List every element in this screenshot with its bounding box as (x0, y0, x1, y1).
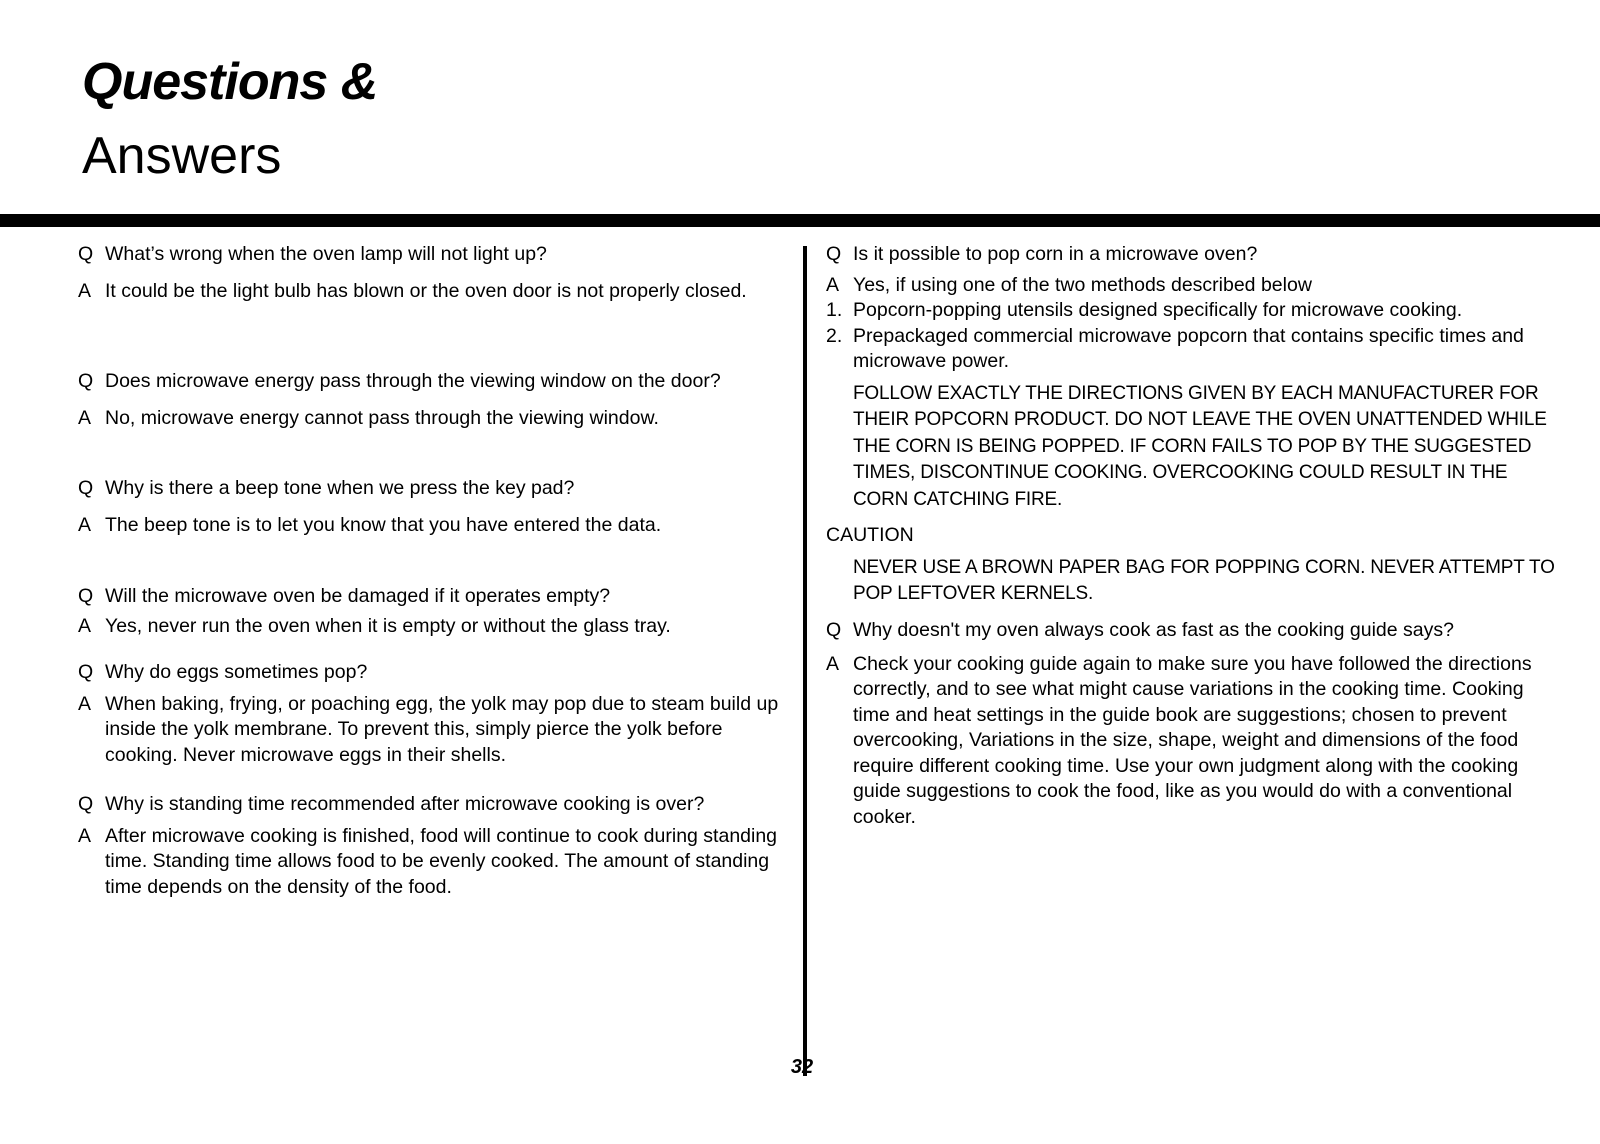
q-marker: Q (78, 477, 94, 499)
q-marker: Q (78, 661, 94, 683)
answer (78, 824, 798, 901)
qa-oven-lamp (78, 242, 798, 304)
question (78, 660, 798, 686)
qa-operates-empty (78, 584, 798, 639)
method-item (826, 298, 1556, 324)
a-marker: A (78, 824, 92, 847)
answer (78, 513, 798, 539)
caution-text: NEVER USE A BROWN PAPER BAG FOR POPPING CORN. NEVER ATTEMPT TO POP LEFTOVER KERNELS. (853, 556, 1555, 604)
question (826, 618, 1556, 644)
manufacturer-instructions: FOLLOW EXACTLY THE DIRECTIONS GIVEN BY EACH MANUFACTURER FOR THEIR POPCORN PRODUCT. DO NOT LEAVE THE OVEN UNATTENDED WHILE THE CORN IS BEING POPPED. IF CORN FAILS TO POP BY THE SUGGESTED TIMES, DISCONTINUE COOKING. OVERCOOKING COULD RESULT IN THE CORN CATCHING FIRE. (853, 382, 1547, 510)
answer-text: Yes, if using one of the two methods described below (853, 273, 1312, 296)
method-item (826, 324, 1556, 375)
qa-popcorn (826, 242, 1556, 608)
a-marker: A (78, 513, 92, 536)
question (78, 369, 798, 395)
method-number: 1. (826, 299, 843, 321)
page-title-line-2: Answers (82, 127, 282, 185)
page-number: 32 (790, 1056, 814, 1078)
q-marker: Q (826, 619, 842, 641)
answer (78, 406, 798, 432)
answer-text: It could be the light bulb has blown or the oven door is not properly closed. (105, 279, 747, 302)
qa-standing-time (78, 792, 798, 900)
answer-text: The beep tone is to let you know that you have entered the data. (105, 513, 662, 536)
a-marker: A (78, 614, 92, 637)
answer (78, 279, 798, 305)
caution-label: CAUTION (826, 524, 914, 546)
answer (826, 273, 1556, 299)
qa-eggs-pop (78, 660, 798, 768)
question (78, 476, 798, 502)
question (78, 584, 798, 610)
a-marker: A (826, 273, 840, 296)
qa-cooking-speed (826, 618, 1556, 830)
a-marker: A (78, 692, 92, 715)
method-number: 2. (826, 324, 843, 347)
column-divider (803, 246, 807, 1076)
question-text: Does microwave energy pass through the viewing window on the door? (105, 370, 721, 392)
q-marker: Q (78, 370, 94, 392)
answer-text: When baking, frying, or poaching egg, the yolk may pop due to steam build up inside the yolk membrane. To prevent this, simply pierce the yolk before cooking. Never microwave eggs in their shells. (105, 692, 779, 766)
question-text: Will the microwave oven be damaged if it operates empty? (105, 585, 611, 607)
a-marker: A (78, 406, 92, 429)
answer (78, 614, 798, 640)
answer-text: Check your cooking guide again to make sure you have followed the directions correctly, and to see what might cause variations in the cooking time. Cooking time and heat settings in the guide book are suggestions; chosen to prevent overcooking, Variations in the size, shape, weight and dimensions of the food require different cooking time. Use your own judgment along with the cooking guide suggestions to cook the food, like as you would do with a conventional cooker. (853, 652, 1532, 828)
question-text: Why is standing time recommended after microwave cooking is over? (105, 793, 705, 815)
method-text: Prepackaged commercial microwave popcorn that contains specific times and microwave power. (853, 324, 1524, 372)
question (826, 242, 1556, 268)
q-marker: Q (78, 793, 94, 815)
question-text: Why is there a beep tone when we press the key pad? (105, 477, 575, 499)
a-marker: A (826, 652, 840, 675)
q-marker: Q (826, 243, 842, 265)
q-marker: Q (78, 585, 94, 607)
answer (78, 692, 798, 769)
q-marker: Q (78, 243, 94, 265)
question (78, 242, 798, 268)
question-text: What’s wrong when the oven lamp will not light up? (105, 243, 547, 265)
page-title-line-1: Questions & (82, 53, 378, 111)
qa-viewing-window (78, 369, 798, 431)
method-text: Popcorn-popping utensils designed specifically for microwave cooking. (853, 299, 1463, 321)
a-marker: A (78, 279, 92, 302)
question-text: Why doesn't my oven always cook as fast as the cooking guide says? (853, 619, 1454, 641)
answer-text: Yes, never run the oven when it is empty or without the glass tray. (105, 614, 671, 637)
qa-beep-tone (78, 476, 798, 538)
header-rule (0, 214, 1600, 227)
question (78, 792, 798, 818)
question-text: Why do eggs sometimes pop? (105, 661, 368, 683)
answer (826, 652, 1556, 831)
question-text: Is it possible to pop corn in a microwave oven? (853, 243, 1258, 265)
answer-text: After microwave cooking is finished, food will continue to cook during standing time. Standing time allows food to be evenly cooked. The amount of standing time depends on the density of the food. (105, 824, 778, 898)
answer-text: No, microwave energy cannot pass through the viewing window. (105, 406, 659, 429)
